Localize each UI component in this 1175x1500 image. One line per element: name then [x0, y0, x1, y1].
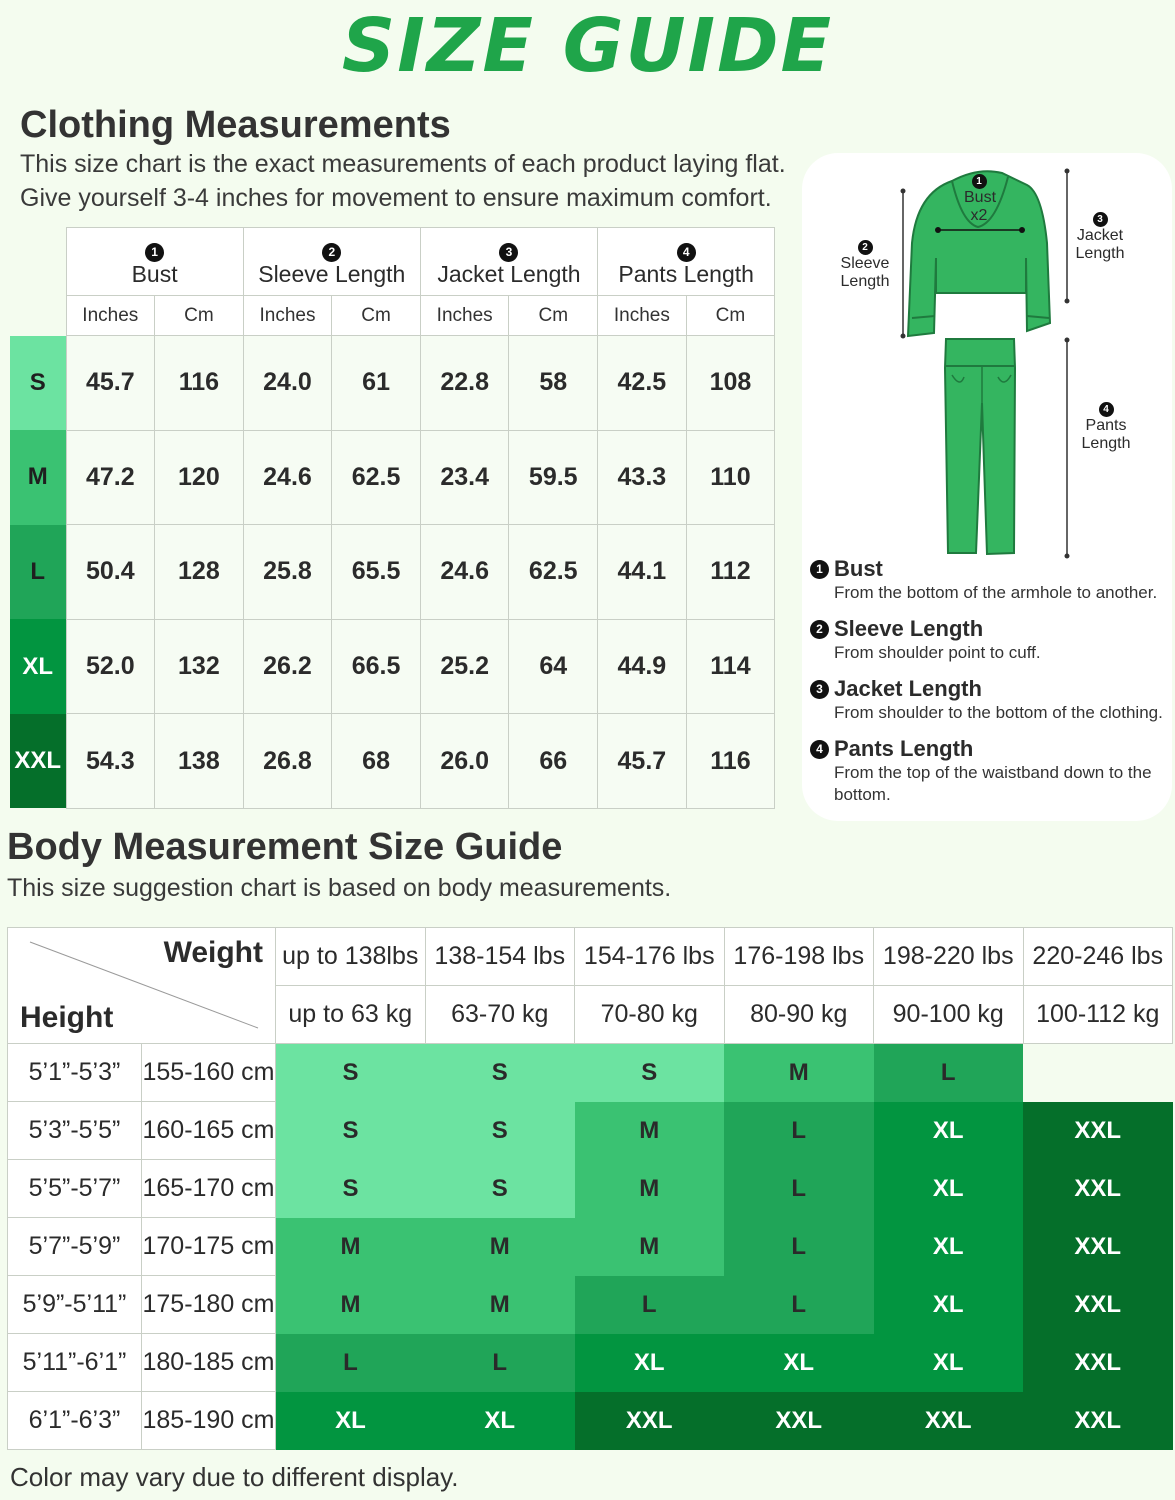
table-row — [10, 714, 775, 809]
height-ft-cell: 5’3”-5’5” — [8, 1102, 142, 1160]
size-cell: L — [724, 1160, 874, 1218]
measurement-cell: 58 — [509, 336, 598, 431]
column-header — [598, 228, 775, 296]
measurement-cell: 44.9 — [598, 619, 687, 714]
definition-term: Sleeve Length — [834, 616, 984, 641]
size-cell: S — [276, 1102, 426, 1160]
height-ft-cell: 5’7”-5’9” — [8, 1218, 142, 1276]
size-cell: XXL — [1023, 1334, 1173, 1392]
table-row — [10, 336, 775, 431]
size-cell: XL — [874, 1160, 1024, 1218]
column-header — [66, 228, 243, 296]
size-label: XL — [10, 619, 66, 714]
height-cm-cell: 170-175 cm — [142, 1218, 276, 1276]
measurement-cell: 44.1 — [598, 525, 687, 620]
measurement-cell: 116 — [686, 714, 775, 809]
pants-length-label: 4 Pants Length — [1081, 404, 1131, 452]
table-row — [8, 1334, 1173, 1392]
number-badge: 1 — [810, 560, 829, 579]
weight-lbs-header: 138-154 lbs — [425, 928, 575, 986]
definition-item — [810, 676, 1172, 724]
unit-row — [10, 296, 775, 336]
weight-label: Weight — [163, 936, 263, 969]
size-cell: M — [276, 1218, 426, 1276]
size-cell: L — [724, 1102, 874, 1160]
height-cm-cell: 165-170 cm — [142, 1160, 276, 1218]
size-cell: M — [425, 1276, 575, 1334]
measurement-cell: 26.8 — [243, 714, 332, 809]
measurement-cell: 59.5 — [509, 430, 598, 525]
definition-desc: From the bottom of the armhole to another. — [834, 583, 1158, 602]
size-cell: XL — [724, 1334, 874, 1392]
measurement-cell: 128 — [155, 525, 244, 620]
measurement-cell: 110 — [686, 430, 775, 525]
column-label: Bust — [131, 261, 178, 287]
size-cell: XXL — [1023, 1392, 1173, 1450]
size-label: S — [10, 336, 66, 431]
size-cell: XXL — [1023, 1160, 1173, 1218]
size-cell: L — [874, 1044, 1024, 1102]
size-cell: XL — [874, 1276, 1024, 1334]
size-cell: M — [276, 1276, 426, 1334]
size-cell: M — [724, 1044, 874, 1102]
size-cell: XL — [874, 1218, 1024, 1276]
definition-term: Jacket Length — [834, 676, 982, 701]
weight-lbs-header: 198-220 lbs — [874, 928, 1024, 986]
size-cell: XL — [874, 1102, 1024, 1160]
definition-desc: From shoulder point to cuff. — [834, 643, 1041, 662]
table-row — [10, 525, 775, 620]
size-cell: XXL — [724, 1392, 874, 1450]
measurement-cell: 138 — [155, 714, 244, 809]
measurement-cell: 68 — [332, 714, 421, 809]
definition-desc: From shoulder to the bottom of the clothing. — [834, 703, 1163, 722]
measurement-cell: 54.3 — [66, 714, 155, 809]
definition-desc: From the top of the waistband down to the bottom. — [834, 763, 1152, 804]
size-cell: S — [276, 1160, 426, 1218]
clothing-desc-2: Give yourself 3-4 inches for movement to ensure maximum comfort. — [20, 184, 772, 212]
height-cm-cell: 155-160 cm — [142, 1044, 276, 1102]
measurement-cell: 47.2 — [66, 430, 155, 525]
table-row — [8, 1392, 1173, 1450]
definition-item — [810, 736, 1172, 806]
weight-lbs-header: up to 138lbs — [276, 928, 426, 986]
height-ft-cell: 5’9”-5’11” — [8, 1276, 142, 1334]
size-cell: XXL — [874, 1392, 1024, 1450]
measurement-cell: 65.5 — [332, 525, 421, 620]
number-badge: 3 — [810, 680, 829, 699]
footer-note: Color may vary due to different display. — [10, 1462, 459, 1492]
measurement-cell: 114 — [686, 619, 775, 714]
table-row — [8, 1160, 1173, 1218]
measurement-cell: 26.2 — [243, 619, 332, 714]
number-badge: 1 — [145, 243, 164, 262]
size-cell: L — [575, 1276, 725, 1334]
size-cell — [1023, 1044, 1173, 1102]
unit-header: Inches — [598, 296, 687, 336]
body-guide-desc: This size suggestion chart is based on body measurements. — [7, 874, 672, 902]
height-ft-cell: 6’1”-6’3” — [8, 1392, 142, 1450]
unit-header: Inches — [420, 296, 509, 336]
page-title: SIZE GUIDE — [341, 3, 834, 89]
measurement-cell: 132 — [155, 619, 244, 714]
body-measurement-table — [7, 927, 1173, 1450]
weight-lbs-header: 220-246 lbs — [1023, 928, 1173, 986]
header-row — [10, 228, 775, 296]
table-row — [8, 1276, 1173, 1334]
table-row — [8, 1044, 1173, 1102]
pants-shape — [945, 339, 1015, 554]
measurement-cell: 116 — [155, 336, 244, 431]
size-cell: XXL — [1023, 1276, 1173, 1334]
size-cell: XL — [575, 1334, 725, 1392]
measurement-cell: 24.0 — [243, 336, 332, 431]
weight-kg-header: 80-90 kg — [724, 986, 874, 1044]
size-label: XXL — [10, 714, 66, 809]
size-cell: S — [425, 1102, 575, 1160]
height-cm-cell: 160-165 cm — [142, 1102, 276, 1160]
measurement-cell: 61 — [332, 336, 421, 431]
height-cm-cell: 185-190 cm — [142, 1392, 276, 1450]
table-row — [10, 619, 775, 714]
measurement-cell: 24.6 — [420, 525, 509, 620]
unit-header: Inches — [243, 296, 332, 336]
height-ft-cell: 5’11”-6’1” — [8, 1334, 142, 1392]
measurement-cell: 45.7 — [66, 336, 155, 431]
table-row — [8, 1102, 1173, 1160]
height-ft-cell: 5’1”-5’3” — [8, 1044, 142, 1102]
size-cell: S — [425, 1044, 575, 1102]
unit-header: Cm — [509, 296, 598, 336]
weight-kg-header: up to 63 kg — [276, 986, 426, 1044]
jacket-length-label: 3 Jacket Length — [1075, 214, 1125, 262]
height-cm-cell: 175-180 cm — [142, 1276, 276, 1334]
size-cell: M — [425, 1218, 575, 1276]
definition-term: Pants Length — [834, 736, 974, 761]
measurement-cell: 26.0 — [420, 714, 509, 809]
size-cell: L — [276, 1334, 426, 1392]
size-cell: XXL — [1023, 1102, 1173, 1160]
measurement-cell: 24.6 — [243, 430, 332, 525]
column-label: Sleeve Length — [258, 261, 406, 287]
size-label: M — [10, 430, 66, 525]
height-ft-cell: 5’5”-5’7” — [8, 1160, 142, 1218]
table-row — [8, 1218, 1173, 1276]
measurement-cell: 120 — [155, 430, 244, 525]
measurement-cell: 42.5 — [598, 336, 687, 431]
definition-item — [810, 556, 1172, 604]
definition-term: Bust — [834, 556, 883, 581]
number-badge: 4 — [677, 243, 696, 262]
measurement-cell: 25.2 — [420, 619, 509, 714]
size-cell: XL — [425, 1392, 575, 1450]
column-label: Pants Length — [618, 261, 754, 287]
measurement-cell: 64 — [509, 619, 598, 714]
clothing-measurements-table — [10, 227, 775, 809]
height-cm-cell: 180-185 cm — [142, 1334, 276, 1392]
weight-lbs-row — [8, 928, 1173, 986]
unit-header: Cm — [686, 296, 775, 336]
weight-height-corner — [8, 928, 276, 1044]
number-badge: 3 — [499, 243, 518, 262]
measurement-cell: 25.8 — [243, 525, 332, 620]
column-header — [243, 228, 420, 296]
measurement-cell: 112 — [686, 525, 775, 620]
bust-label: 1 Bust x2 — [964, 176, 997, 224]
measurement-cell: 43.3 — [598, 430, 687, 525]
sleeve-length-label: 2 Sleeve Length — [840, 242, 890, 290]
column-header — [420, 228, 597, 296]
measurement-cell: 66 — [509, 714, 598, 809]
unit-header: Inches — [66, 296, 155, 336]
measurement-cell: 62.5 — [332, 430, 421, 525]
table-row — [10, 430, 775, 525]
definition-item — [810, 616, 1172, 664]
measurement-cell: 23.4 — [420, 430, 509, 525]
weight-kg-header: 90-100 kg — [874, 986, 1024, 1044]
weight-lbs-header: 154-176 lbs — [575, 928, 725, 986]
weight-kg-header: 100-112 kg — [1023, 986, 1173, 1044]
size-cell: XL — [276, 1392, 426, 1450]
measurement-cell: 52.0 — [66, 619, 155, 714]
size-cell: XL — [874, 1334, 1024, 1392]
body-guide-heading: Body Measurement Size Guide — [7, 826, 563, 868]
clothing-desc-1: This size chart is the exact measurements of each product laying flat. — [20, 150, 786, 178]
size-label: L — [10, 525, 66, 620]
size-cell: L — [724, 1218, 874, 1276]
size-cell: L — [724, 1276, 874, 1334]
size-cell: M — [575, 1160, 725, 1218]
unit-header: Cm — [155, 296, 244, 336]
size-cell: XXL — [1023, 1218, 1173, 1276]
size-cell: M — [575, 1218, 725, 1276]
number-badge: 4 — [810, 740, 829, 759]
clothing-heading: Clothing Measurements — [20, 104, 451, 146]
weight-kg-header: 63-70 kg — [425, 986, 575, 1044]
size-cell: S — [276, 1044, 426, 1102]
height-label: Height — [20, 1001, 114, 1034]
size-cell: S — [575, 1044, 725, 1102]
measurement-cell: 22.8 — [420, 336, 509, 431]
measurement-cell: 62.5 — [509, 525, 598, 620]
measurement-cell: 50.4 — [66, 525, 155, 620]
size-cell: XXL — [575, 1392, 725, 1450]
column-label: Jacket Length — [437, 261, 581, 287]
number-badge: 2 — [810, 620, 829, 639]
unit-header: Cm — [332, 296, 421, 336]
measurement-cell: 108 — [686, 336, 775, 431]
measurement-cell: 45.7 — [598, 714, 687, 809]
weight-kg-header: 70-80 kg — [575, 986, 725, 1044]
number-badge: 2 — [322, 243, 341, 262]
measurement-definitions — [810, 556, 1172, 818]
size-cell: L — [425, 1334, 575, 1392]
size-cell: S — [425, 1160, 575, 1218]
corner-cell — [10, 228, 66, 336]
measurement-cell: 66.5 — [332, 619, 421, 714]
size-cell: M — [575, 1102, 725, 1160]
weight-lbs-header: 176-198 lbs — [724, 928, 874, 986]
